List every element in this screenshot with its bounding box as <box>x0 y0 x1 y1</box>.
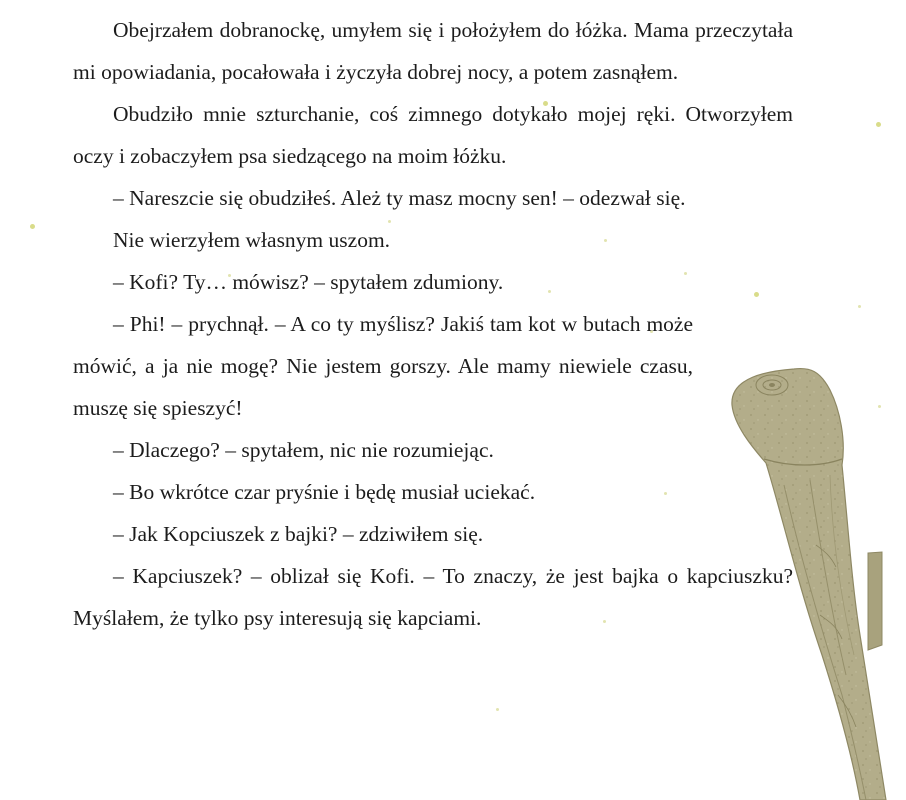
paragraph: Obudziło mnie szturchanie, coś zimnego dotykało mojej ręki. Otworzyłem oczy i zobaczyłem psa siedzącego na moim łóżku. <box>73 102 793 168</box>
paragraph: – Nareszcie się obudziłeś. Ależ ty masz mocny sen! – odezwał się. <box>113 186 686 210</box>
decorative-speck <box>876 122 881 127</box>
paragraph: – Kapciuszek? – oblizał się Kofi. – To znaczy, że jest bajka o kapciuszku? Myślałem, że tylko psy interesują się kapciami. <box>73 564 793 630</box>
story-text <box>73 9 793 639</box>
decorative-speck <box>858 305 861 308</box>
decorative-speck <box>30 224 35 229</box>
paragraph: – Bo wkrótce czar pryśnie i będę musiał uciekać. <box>113 480 536 504</box>
paragraph: Nie wierzyłem własnym uszom. <box>113 228 391 252</box>
paragraph: – Dlaczego? – spytałem, nic nie rozumiejąc. <box>113 438 494 462</box>
paragraph: – Jak Kopciuszek z bajki? – zdziwiłem się. <box>113 522 484 546</box>
paragraph: Obejrzałem dobranockę, umyłem się i położyłem do łóżka. Mama przeczytała mi opowiadania, pocałowała i życzyła dobrej nocy, a potem zasnąłem. <box>73 18 793 84</box>
paragraph: – Kofi? Ty… mówisz? – spytałem zdumiony. <box>113 270 504 294</box>
paragraph: – Phi! – prychnął. – A co ty myślisz? Jakiś tam kot w butach może mówić, a ja nie mogę? Nie jestem gorszy. Ale mamy niewiele czasu, muszę się spieszyć! <box>73 312 693 420</box>
decorative-speck <box>496 708 499 711</box>
